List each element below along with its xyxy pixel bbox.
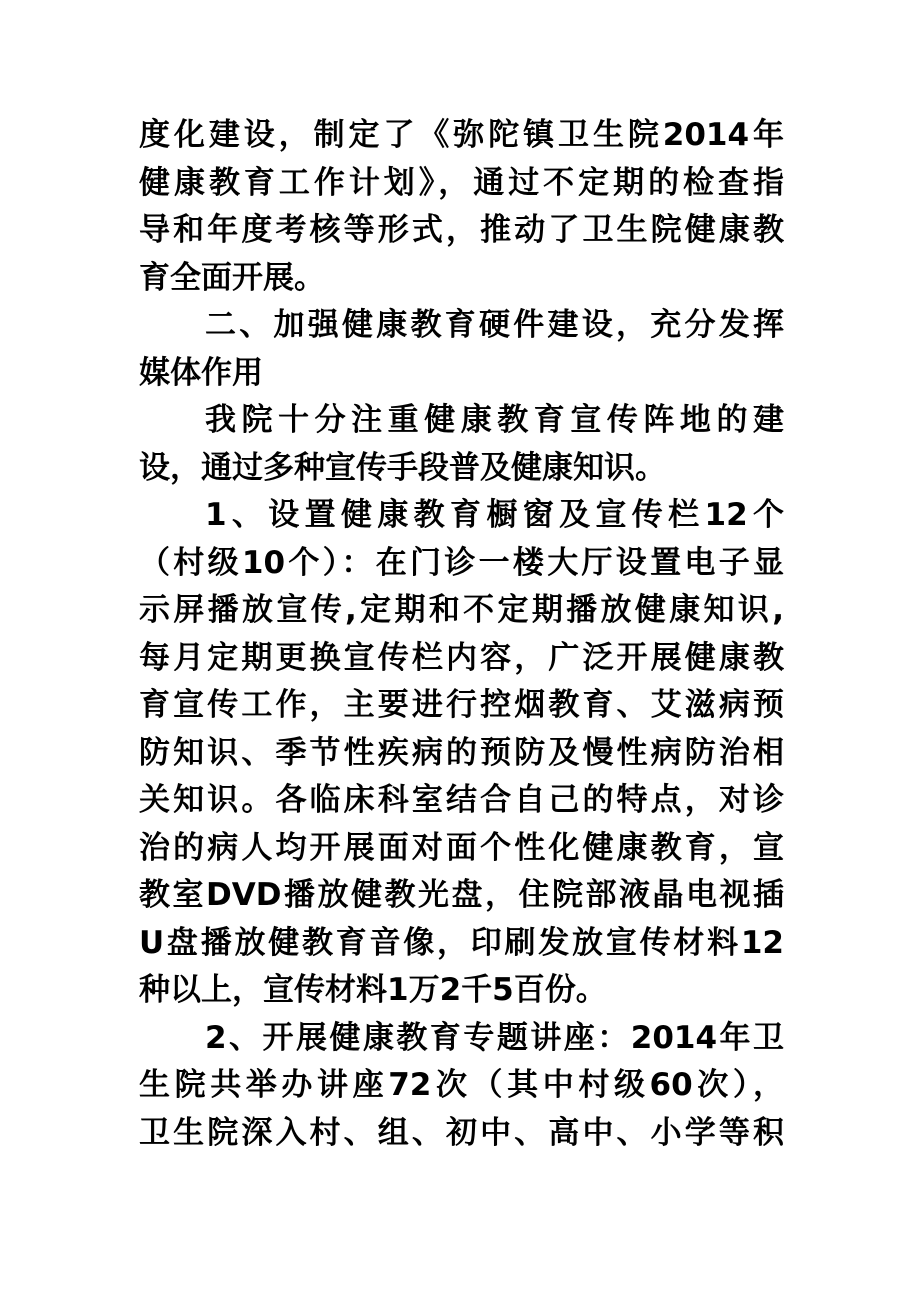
text-line: 导和年度考核等形式，推动了卫生院健康教 bbox=[139, 212, 784, 248]
text-line: 1、设置健康教育橱窗及宣传栏12个 bbox=[205, 497, 784, 533]
text-line: 生院共举办讲座72次（其中村级60次）， bbox=[139, 1067, 784, 1103]
text-line: 示屏播放宣传,定期和不定期播放健康知识, bbox=[139, 592, 784, 628]
text-line: 每月定期更换宣传栏内容，广泛开展健康教 bbox=[139, 639, 784, 676]
text-line: 关知识。各临床科室结合自己的特点，对诊 bbox=[139, 782, 784, 818]
text-line: 度化建设，制定了《弥陀镇卫生院2014年 bbox=[139, 117, 784, 153]
text-line: 教室DVD播放健教光盘，住院部液晶电视插 bbox=[139, 877, 784, 913]
paragraph-p3 bbox=[139, 397, 784, 492]
text-line: 媒体作用 bbox=[139, 354, 263, 391]
section-heading bbox=[139, 302, 784, 397]
text-line: 育全面开展。 bbox=[139, 259, 325, 296]
text-line: 种以上，宣传材料1万2千5百份。 bbox=[139, 972, 607, 1008]
text-line: 2、开展健康教育专题讲座：2014年卫 bbox=[205, 1019, 784, 1056]
paragraph-p5 bbox=[139, 1015, 784, 1158]
text-line: 二、加强健康教育硬件建设，充分发挥 bbox=[205, 307, 784, 343]
text-line: 设，通过多种宣传手段普及健康知识。 bbox=[139, 449, 666, 486]
paragraph-p1 bbox=[139, 112, 784, 302]
text-line: 育宣传工作，主要进行控烟教育、艾滋病预 bbox=[139, 687, 784, 723]
text-line: 治的病人均开展面对面个性化健康教育，宣 bbox=[139, 829, 784, 866]
text-line: （村级10个）：在门诊一楼大厅设置电子显 bbox=[139, 544, 784, 581]
text-line: 我院十分注重健康教育宣传阵地的建 bbox=[205, 402, 784, 438]
paragraph-p4 bbox=[139, 492, 784, 1015]
document-body bbox=[139, 112, 784, 1157]
text-line: 卫生院深入村、组、初中、高中、小学等积 bbox=[139, 1114, 784, 1151]
text-line: 健康教育工作计划》，通过不定期的检查指 bbox=[139, 164, 784, 201]
text-line: 防知识、季节性疾病的预防及慢性病防治相 bbox=[139, 734, 784, 771]
text-line: U盘播放健教育音像，印刷发放宣传材料12 bbox=[139, 924, 784, 961]
